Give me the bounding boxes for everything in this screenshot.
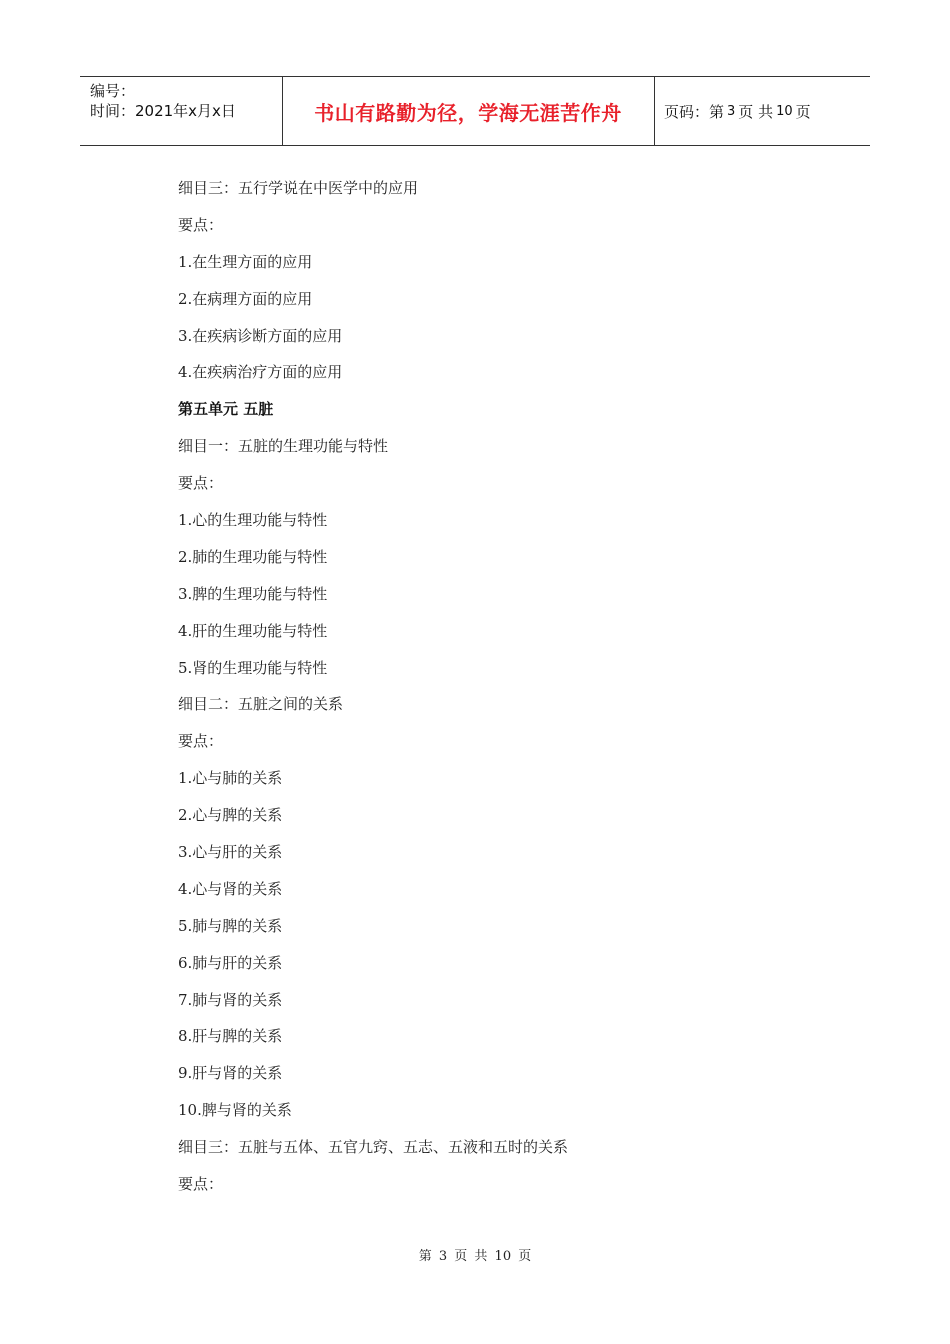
page-suffix: 页	[795, 102, 811, 121]
key-points-label: 要点：	[178, 732, 224, 751]
subsection-heading: 细目二：五脏之间的关系	[178, 695, 344, 714]
list-item: 8.肝与脾的关系	[178, 1027, 283, 1046]
document-number-label: 编号：	[90, 82, 136, 100]
list-item: 5.肺与脾的关系	[178, 916, 283, 935]
list-item: 4.心与肾的关系	[178, 879, 283, 898]
list-item: 7.肺与肾的关系	[178, 990, 283, 1009]
list-item: 4.在疾病治疗方面的应用	[178, 363, 343, 382]
subsection-heading: 细目一：五脏的生理功能与特性	[178, 437, 389, 456]
page-header	[80, 76, 870, 146]
subsection-heading: 细目三：五脏与五体、五官九窍、五志、五液和五时的关系	[178, 1138, 569, 1157]
key-points-label: 要点：	[178, 474, 224, 493]
header-page-info	[664, 77, 811, 145]
header-meta	[90, 81, 236, 121]
list-item: 6.肺与肝的关系	[178, 953, 283, 972]
header-divider-right	[654, 77, 655, 145]
list-item: 3.脾的生理功能与特性	[178, 584, 328, 603]
page-mid: 页 共	[738, 102, 774, 121]
list-item: 2.肺的生理功能与特性	[178, 547, 328, 566]
list-item: 1.心的生理功能与特性	[178, 511, 328, 530]
list-item: 3.在疾病诊断方面的应用	[178, 326, 343, 345]
page-prefix: 页码：第	[664, 102, 725, 121]
key-points-label: 要点：	[178, 215, 224, 234]
list-item: 10.脾与肾的关系	[178, 1101, 292, 1120]
header-motto: 书山有路勤为径，学海无涯苦作舟	[314, 100, 622, 125]
key-points-label: 要点：	[178, 1175, 224, 1194]
subsection-heading: 细目三：五行学说在中医学中的应用	[178, 179, 419, 197]
document-time-label: 时间：2021年x月x日	[90, 102, 236, 120]
list-item: 5.肾的生理功能与特性	[178, 658, 328, 677]
list-item: 4.肝的生理功能与特性	[178, 621, 328, 640]
page-total: 10	[776, 103, 793, 119]
list-item: 2.心与脾的关系	[178, 806, 283, 825]
list-item: 3.心与肝的关系	[178, 843, 283, 862]
list-item: 2.在病理方面的应用	[178, 289, 313, 308]
list-item: 9.肝与肾的关系	[178, 1064, 283, 1083]
document-body	[178, 174, 798, 1207]
list-item: 1.心与肺的关系	[178, 769, 283, 788]
page-current: 3	[727, 103, 736, 119]
page-footer: 第 3 页 共 10 页	[418, 1249, 532, 1264]
list-item: 1.在生理方面的应用	[178, 252, 313, 271]
unit-heading: 第五单元 五脏	[178, 400, 274, 419]
